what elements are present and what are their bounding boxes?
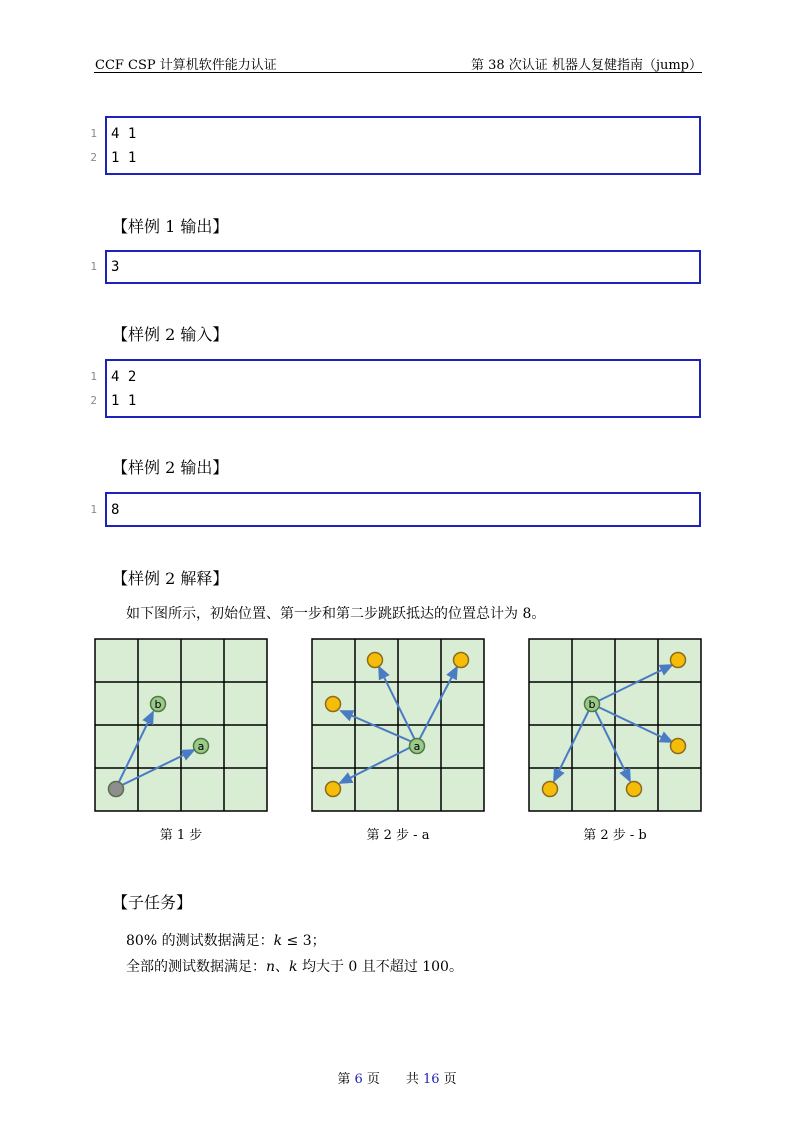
- figure-caption: 第 2 步 - a: [366, 828, 430, 843]
- line-text: 1 1: [111, 150, 137, 166]
- explanation-text: 如下图所示，初始位置、第一步和第二步跳跃抵达的位置总计为 8。: [126, 606, 546, 622]
- line-number: 1: [90, 370, 97, 383]
- code-line: [90, 389, 699, 413]
- sample-2-input-block: [90, 359, 701, 418]
- reachable-position-marker: [671, 739, 686, 754]
- start-position-marker: [109, 782, 124, 797]
- code-line: [90, 122, 699, 146]
- page-footer: [0, 1068, 794, 1087]
- sample-2-output-block: [90, 492, 701, 527]
- line-number: 1: [90, 260, 97, 273]
- subtask-line-1-prefix: 80% 的测试数据满足：: [126, 933, 274, 949]
- subtask-line-2: [126, 956, 463, 976]
- math-var-n: n: [266, 959, 276, 975]
- footer-prefix: 第: [337, 1072, 355, 1087]
- sample-2-output-title: 【样例 2 输出】: [112, 458, 229, 477]
- line-text: 3: [111, 259, 120, 275]
- line-number: 2: [90, 151, 97, 164]
- subtasks-title: 【子任务】: [112, 893, 193, 912]
- sample-1-output-block: [90, 250, 701, 284]
- reachable-position-marker: [671, 653, 686, 668]
- subtask-line-1: [126, 930, 326, 950]
- code-line: [90, 498, 699, 522]
- line-text: 4 1: [111, 126, 137, 142]
- line-number: 1: [90, 127, 97, 140]
- sample-1-input-block: [90, 116, 701, 175]
- line-number: 2: [90, 394, 97, 407]
- reachable-position-marker: [326, 782, 341, 797]
- page-header: [94, 52, 702, 73]
- footer-total-pages[interactable]: 16: [423, 1072, 440, 1087]
- reachable-position-marker: [454, 653, 469, 668]
- footer-mid: 页 共: [362, 1072, 423, 1087]
- sample-2-explanation-title: 【样例 2 解释】: [112, 569, 229, 588]
- line-number: 1: [90, 503, 97, 516]
- subtask-line-2-rest: 均大于 0 且不超过 100。: [297, 959, 463, 975]
- reachable-position-marker: [627, 782, 642, 797]
- footer-suffix: 页: [439, 1072, 457, 1087]
- code-line: [90, 255, 699, 279]
- code-line: [90, 365, 699, 389]
- sample-2-input-title: 【样例 2 输入】: [112, 325, 229, 344]
- figure-step-1: [94, 638, 268, 812]
- math-var-k: k: [289, 959, 298, 975]
- reachable-position-marker: [326, 697, 341, 712]
- reachable-position-marker: [368, 653, 383, 668]
- footer-page-number[interactable]: 6: [354, 1072, 363, 1087]
- code-line: [90, 146, 699, 170]
- subtask-line-2-sep: 、: [275, 959, 290, 975]
- marker-label-a: a: [413, 740, 421, 753]
- subtask-line-2-prefix: 全部的测试数据满足：: [126, 959, 266, 975]
- line-text: 4 2: [111, 369, 137, 385]
- line-text: 8: [111, 502, 120, 518]
- reachable-position-marker: [543, 782, 558, 797]
- marker-label-a: a: [197, 740, 205, 753]
- figure-step-2-a: [311, 638, 485, 812]
- subtask-line-1-rest: ≤ 3；: [282, 933, 326, 949]
- header-left: CCF CSP 计算机软件能力认证: [95, 58, 277, 73]
- header-right: 第 38 次认证 机器人复健指南（jump）: [471, 58, 702, 73]
- marker-label-b: b: [588, 698, 596, 711]
- marker-label-b: b: [154, 698, 162, 711]
- figure-step-2-b: [528, 638, 702, 812]
- math-var-k: k: [273, 933, 283, 949]
- figure-caption: 第 2 步 - b: [583, 828, 647, 843]
- line-text: 1 1: [111, 393, 137, 409]
- figure-caption: 第 1 步: [159, 828, 203, 843]
- sample-1-output-title: 【样例 1 输出】: [112, 217, 229, 236]
